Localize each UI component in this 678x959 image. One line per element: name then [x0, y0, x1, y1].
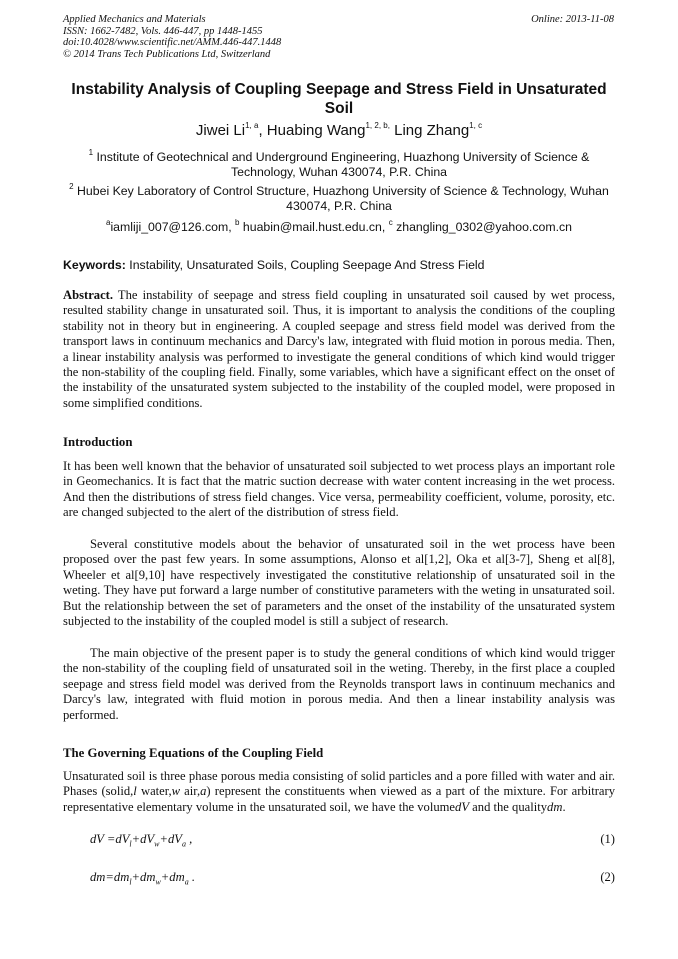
equation-expression: [90, 870, 195, 890]
eq-lhs: dm: [90, 870, 106, 884]
abstract: [63, 288, 615, 411]
intro-paragraph: [63, 646, 615, 723]
math-var: w: [171, 784, 180, 799]
online-date: Online: 2013-11-08: [531, 14, 614, 25]
abstract-text: The instability of seepage and stress field coupling in unsaturated soil caused by wet process, resulted stability change in unsaturated soil. Thus, it is important to analysis the conditions of the coupling stability not in theory but in engineering. A coupled seepage and stress field model was derived from the transport laws in continuum mechanics and Darcy's law, integrated with fluid motion in porous media. Then, a linear instability analysis was performed to investigate the general conditions of which kind would trigger the non-stability of the coupling field. Finally, some variables, which have a significant effect on the onset of the instability of the unsaturated system subjected to the instability of the coupled model, were proposed in some simplified conditions.: [63, 288, 615, 410]
eq-punct: ,: [186, 832, 193, 846]
author-sup: 1, 2, b,: [365, 121, 390, 130]
intro-paragraph: [63, 537, 615, 629]
eq-term: dm: [169, 870, 185, 884]
eq-term: dV: [115, 832, 130, 846]
author-list: [60, 121, 618, 140]
author-sup: 1, c: [469, 121, 483, 130]
text-run: and the quality: [469, 799, 548, 814]
email-sup: c: [388, 217, 393, 227]
affiliation-text: Institute of Geotechnical and Underground Engineering, Huazhong University of Science & Technology, Wuhan 430074, P.R. China: [93, 150, 590, 179]
author-name: Jiwei Li: [195, 122, 246, 139]
math-var: l: [133, 784, 137, 799]
author-separator: ,: [258, 122, 267, 139]
text-run: air,: [180, 784, 201, 799]
eq-lhs: dV: [90, 832, 104, 846]
eq-sub: l: [129, 877, 132, 887]
math-var: dm: [547, 799, 563, 814]
eq-sub: w: [155, 877, 161, 887]
intro-paragraph: It has been well known that the behavior of unsaturated soil subjected to wet process plays an important role in Geomechanics. It is fact that the matric suction decrease with water content increasing in the wet process. And then the distributions of stress field changes. Vice versa, permeability coefficient, volume, porosity, etc. are changed subjected to the alert of the distribution of stress field.: [63, 459, 615, 520]
paragraph-text: The main objective of the present paper is to study the general conditions of which kind would trigger the non-stability of the coupling field of unsaturated soil in the weting. Thereby, in the first place a coupled seepage and stress field model was derived from the Reynolds transport laws in continuum mechanics and Darcy's law, integrated with fluid motion in porous media. And then a linear instability analysis was performed.: [63, 646, 615, 722]
section-heading-introduction: Introduction: [63, 435, 133, 449]
email-sup: a: [106, 217, 111, 227]
affiliation-2: [60, 181, 618, 214]
eq-op: +: [131, 870, 141, 884]
author-name: Huabing Wang: [266, 122, 366, 139]
paper-title: Instability Analysis of Coupling Seepage and Stress Field in Unsaturated Soil: [71, 81, 607, 117]
eq-sub: a: [182, 839, 186, 849]
eq-term: dV: [168, 832, 182, 846]
keywords: [63, 258, 485, 273]
math-var: a: [200, 784, 207, 799]
abstract-label: Abstract.: [63, 288, 114, 302]
affiliation-text: Hubei Key Laboratory of Control Structure, Huazhong University of Science & Technology, Wuhan 430074, P.R. China: [73, 184, 609, 213]
eq-term: dV: [140, 832, 155, 846]
equation-number: (1): [600, 832, 615, 846]
equation-2: [90, 870, 615, 885]
equation-number: (2): [600, 870, 615, 884]
eq-sub: l: [129, 839, 132, 849]
email: zhangling_0302@yahoo.com.cn: [392, 220, 572, 234]
section-heading-governing-equations: The Governing Equations of the Coupling Field: [63, 746, 324, 760]
eq-sub: a: [184, 877, 189, 887]
eq-op: +: [159, 832, 168, 846]
equation-expression: [90, 832, 192, 852]
governing-paragraph: [63, 769, 615, 815]
author-name: Ling Zhang: [394, 122, 470, 139]
journal-copyright: © 2014 Trans Tech Publications Ltd, Switzerland: [63, 48, 271, 60]
text-run: water,: [136, 784, 172, 799]
email: huabin@mail.hust.edu.cn,: [239, 220, 389, 234]
eq-punct: .: [188, 870, 195, 884]
email-list: [60, 217, 618, 235]
email: iamliji_007@126.com,: [110, 220, 236, 234]
eq-sub: w: [154, 839, 160, 849]
journal-doi: doi:10.4028/www.scientific.net/AMM.446-447.1448: [63, 37, 282, 48]
eq-op: +: [131, 832, 141, 846]
math-var: dV: [455, 799, 470, 814]
keywords-text: Instability, Unsaturated Soils, Coupling Seepage And Stress Field: [125, 258, 485, 272]
author: [394, 122, 482, 139]
equation-1: [90, 832, 615, 847]
text-run: .: [562, 799, 566, 814]
eq-sign: =: [103, 832, 116, 846]
journal-issn: ISSN: 1662-7482, Vols. 446-447, pp 1448-1455: [63, 25, 263, 37]
text-run: Unsaturated soil is three phase porous media consisting of solid particles and a pore filled with water and air. Phases (solid,: [63, 769, 615, 799]
author: [196, 122, 267, 139]
eq-term: dm: [140, 870, 156, 884]
email-sup: b: [235, 217, 240, 227]
author-sup: 1, a: [245, 121, 259, 130]
eq-term: dm: [113, 870, 130, 884]
keywords-label: Keywords:: [63, 258, 126, 272]
journal-name: Applied Mechanics and Materials: [63, 14, 206, 25]
eq-op: +: [160, 870, 170, 884]
paragraph-text: Several constitutive models about the behavior of unsaturated soil in the wet process have been proposed over the past few years. In some assumptions, Alonso et al[1,2], Oka et al[3-7], Sheng et al[8], Wheeler et al[9,10] have respectively investigated the constitutive relationship of unsaturated soil in the weting. They have put forward a large number of constitutive parameters with the weting in unsaturated soil. But the relationship between the set of parameters and the onset of the instability of the unsaturated system subjected to the instability of the coupled model is still a subject of research.: [63, 537, 615, 629]
journal-header: [63, 14, 281, 60]
affiliation-sup: 2: [69, 181, 74, 191]
affiliation-sup: 1: [88, 147, 94, 157]
text-run: ) represent the constituents when viewed as a part of the mixture. For arbitrary representative elementary volume in the unsaturated soil, we have the volume: [63, 784, 615, 814]
eq-sign: =: [105, 870, 114, 884]
author: [267, 122, 394, 139]
affiliation-1: [60, 147, 618, 180]
